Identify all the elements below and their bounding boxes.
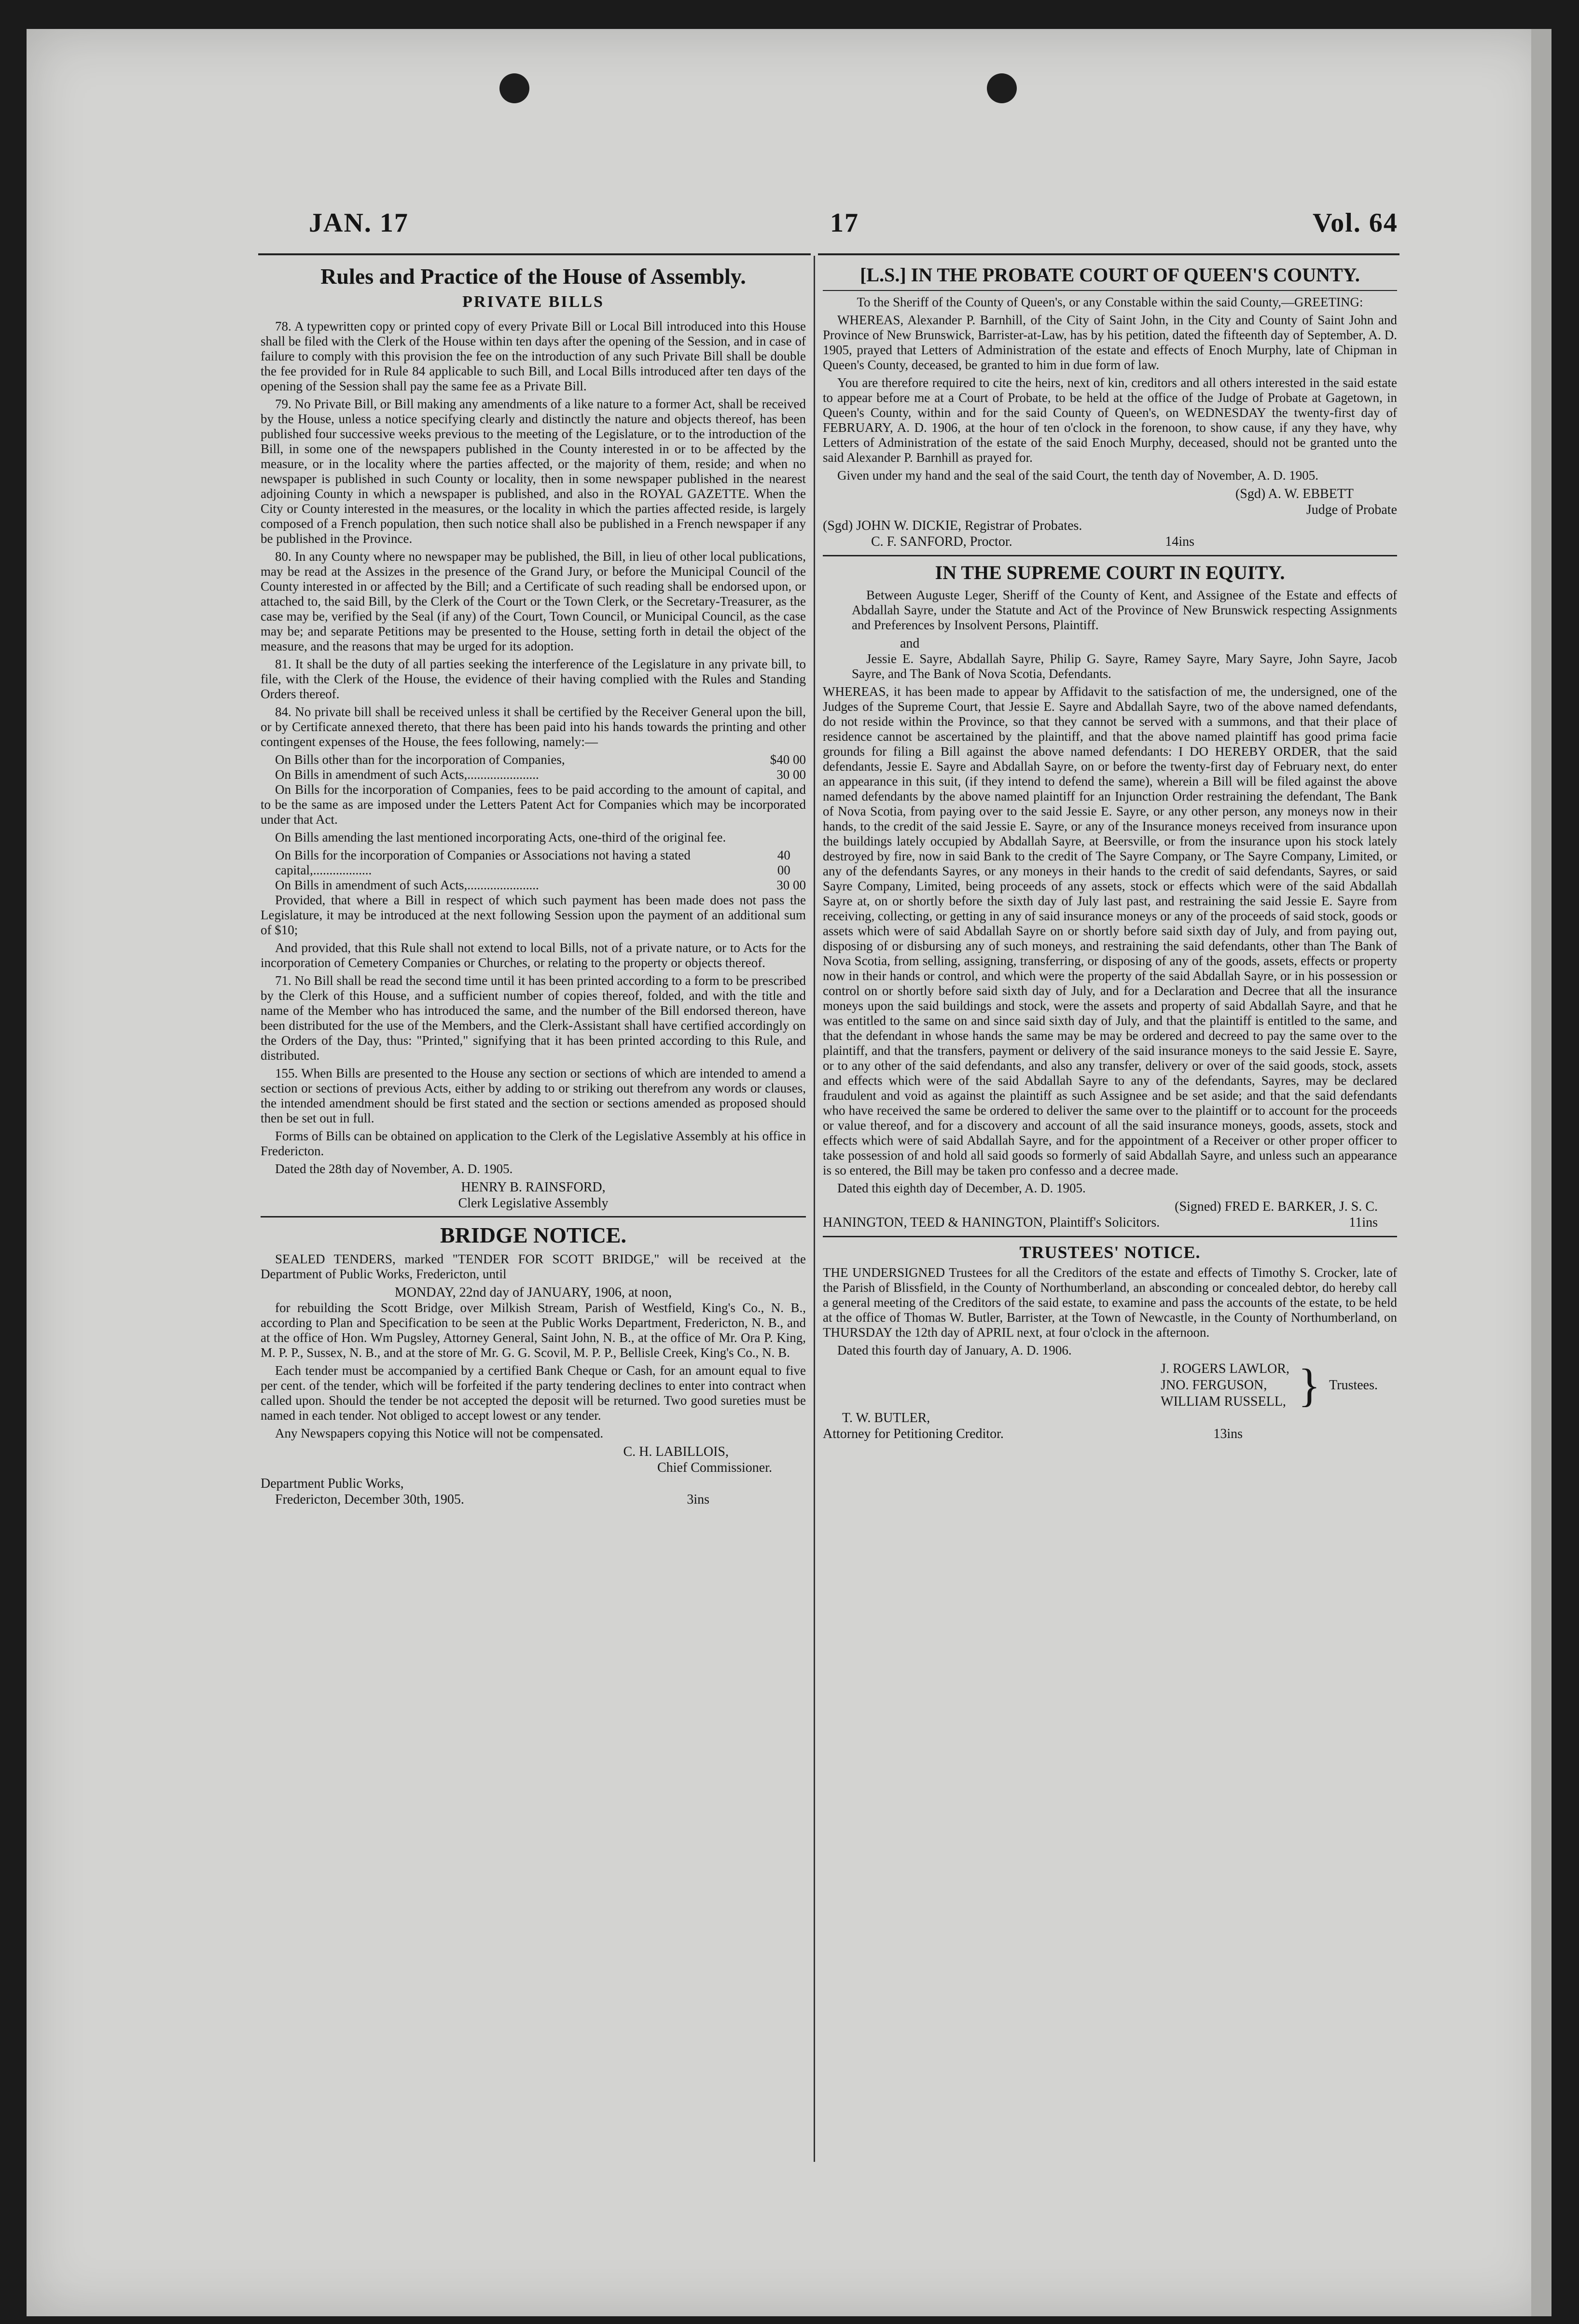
title-underline	[823, 290, 1397, 291]
fee-label: On Bills for the incorporation of Companies or Associations not having a stated capital,..................	[275, 848, 691, 877]
page-edge	[1531, 29, 1551, 2316]
section-divider	[823, 555, 1397, 556]
probate-address: To the Sheriff of the County of Queen's, or any Constable within the said County,—GREETING:	[857, 295, 1363, 309]
rule-81: 81. It shall be the duty of all parties seeking the interference of the Legislature in any private bill, to file, with the Clerk of the House, the evidence of their having complied with the Rules and Standing Orders thereof.	[261, 657, 806, 701]
fee-amount: 30 00	[776, 878, 806, 892]
supreme-order: WHEREAS, it has been made to appear by Affidavit to the satisfaction of me, the undersigned, one of the Judges of the Supreme Court, that Jessie E. Sayre and Abdallah Sayre, two of the above named defendants, do not reside within the Province, so that they cannot be served with a summons, and that their place of residence cannot be ascertained by the plaintiff, and that the above named plaintiff has good prima facie grounds for filing a Bill against the above named defendants: I DO HEREBY ORDER, that the said defendants, Jessie E. Sayre and Abdallah Sayre, on or before the twenty-first day of February next, do enter an appearance in this suit, (if they intend to defend the same), wherein a Bill will be filed against the above named defendants by the above named plaintiff for an Injunction Order restraining the defendant, The Bank of Nova Scotia, from paying over to the said Jessie E. Sayre, or any other person, any moneys now in their hands, to the credit of the said Jessie E. Sayre, or any of the Insurance moneys received from insurance upon the buildings lately occupied by Abdallah Sayre, at Beersville, or from the insurance upon his stock lately destroyed by fire, now in said Bank to the credit of The Sayre Company, or The Sayre Company, Limited, or any of the defendants Sayres, or any moneys in their hands to the credit of said defendants, Sayres, or said Sayre Company, Limited, being proceeds of any assets, stock or effects which were of the said Abdallah Sayre at, on or shortly before the sixth day of July last past, and restraining the said Jessie E. Sayre from receiving, collecting, or getting in any of said insurance moneys or any of the proceeds of said stock, goods or assets which were of said Abdallah Sayre on or shortly before said sixth day of July, and from paying out, disposing of or disbursing any of such moneys, and restraining the said defendants, other than The Bank of Nova Scotia, from selling, assigning, transferring, or disposing of any of the goods, assets, effects or property now in their hands or control, and which were the property of the said Abdallah Sayre, or in his possession or control on or shortly before said sixth day of July, and for a Declaration and Decree that all the insurance moneys upon the said buildings and stock, were the assets and property of said Abdallah Sayre, and that he was entitled to the same on and since said sixth day of July, and that the plaintiff is entitled to the same, and that the defendant in whose hands the same may be may be ordered and decreed to pay the same over to the plaintiff, and that the transfers, payment or delivery of the said insurance moneys to the said Jessie E. Sayre, or to any other of the said defendants, and also any transfer, delivery or over of the said goods, stock, assets and effects which were of the said Abdallah Sayre to any of the defendants, Sayres, may be declared fraudulent and void as against the plaintiff as such Assignee and be set aside; and that the said defendants who have received the same be ordered to deliver the same over to the plaintiff or to account for the proceeds or value thereof, and for a discovery and account of all the said insurance moneys, goods, assets, stock and effects which were of said Abdallah Sayre, and for the appointment of a Receiver or other proper officer to take possession of and hold all said goods so formerly of said Abdallah Sayre, and unless such an appearance is so entered, the Bill may be taken pro confesso and a decree made.	[823, 684, 1397, 1177]
punch-hole-right	[987, 73, 1017, 103]
probate-given: Given under my hand and the seal of the said Court, the tenth day of November, A. D. 1905.	[837, 468, 1318, 483]
bridge-signature-title: Chief Commissioner.	[657, 1460, 772, 1475]
supreme-solicitors: HANINGTON, TEED & HANINGTON, Plaintiff's Solicitors.	[823, 1215, 1160, 1230]
rule-71: 71. No Bill shall be read the second time until it has been printed according to a form to be prescribed by the Clerk of this House, and a sufficient number of copies thereof, folded, and with the title and name of the Member who has introduced the same, and the number of the Bill endorsed thereon, have been distributed for the use of the Members, and the Clerk-Assistant shall have certified accordingly on the Orders of the Day, thus: "Printed," signifying that it has been printed according to this Rule, and distributed.	[261, 973, 806, 1063]
fee-companies: On Bills for the incorporation of Companies, fees to be paid according to the amount of capital, and to be the same as are imposed under the Letters Patent Act for Companies which may be incorporated under that Act.	[261, 782, 806, 827]
fee-label: On Bills other than for the incorporation of Companies,	[275, 752, 565, 767]
rule-155: 155. When Bills are presented to the House any section or sections of which are intended to amend a section or sections of previous Acts, either by adding to or striking out therefrom any words or clauses, the intended amendment should be first stated and the section or sections amended as proposed should then be set out in full.	[261, 1066, 806, 1125]
fee-amount: 40 00	[777, 848, 790, 877]
fee-row	[261, 767, 806, 782]
bridge-newspapers: Any Newspapers copying this Notice will not be compensated.	[275, 1426, 604, 1440]
rules-subtitle: PRIVATE BILLS	[462, 293, 604, 311]
left-column	[261, 261, 806, 1508]
rule-84: 84. No private bill shall be received unless it shall be certified by the Receiver General upon the bill, or by Certificate annexed thereto, that there has been paid into his hands towards the printing and other contingent expenses of the House, the fees following, namely:—	[261, 705, 806, 749]
rule-80: 80. In any County where no newspaper may be published, the Bill, in lieu of other local publications, may be read at the Assizes in the presence of the Grand Jury, or before the Municipal Council of the County interested in or affected by the Bill; and a Certificate of such reading shall be endorsed upon, or attached to, the said Bill, by the Clerk of the Court or the Town Clerk, or the Secretary-Treasurer, as the case may be, verified by the Seal (if any) of the Court, Town Council, or Municipal Council, as the case may be; and separate Petitions may be presented to the House, setting forth in detail the object of the measure, and the reasons that may be urged for its adoption.	[261, 549, 806, 653]
supreme-defendants: Jessie E. Sayre, Abdallah Sayre, Philip G. Sayre, Ramey Sayre, Mary Sayre, John Sayre, Jacob Sayre, and The Bank of Nova Scotia, Defendants.	[852, 651, 1397, 681]
trustee-name: WILLIAM RUSSELL,	[1161, 1394, 1286, 1409]
supreme-signature: (Signed) FRED E. BARKER, J. S. C.	[1175, 1199, 1378, 1214]
bridge-details: for rebuilding the Scott Bridge, over Milkish Stream, Parish of Westfield, King's Co., N. B., according to Plan and Specification to be seen at the Public Works Department, Fredericton, N. B., and at the office of Hon. Wm Pugsley, Attorney General, Saint John, N. B., at the office of Mr. Ora P. King, M. P. P., Sussex, N. B., and at the store of Mr. G. G. Scovil, M. P. P., Bellisle Creek, King's Co., N. B.	[261, 1300, 806, 1360]
trustees-body: THE UNDERSIGNED Trustees for all the Creditors of the estate and effects of Timothy S. Crocker, late of the Parish of Blissfield, in the County of Northumberland, an absconding or concealed debtor, do hereby call a general meeting of the Creditors of the said estate, to examine and pass the accounts of the estate, to be held at the office of Thomas W. Butler, Barrister, at the Town of Newcastle, in the County of Northumberland, on THURSDAY the 12th day of APRIL next, at four o'clock in the afternoon.	[823, 1265, 1397, 1340]
trustees-dated: Dated this fourth day of January, A. D. 1906.	[837, 1343, 1072, 1357]
probate-title: [L.S.] IN THE PROBATE COURT OF QUEEN'S COUNTY.	[860, 264, 1360, 286]
fee-amending: On Bills amending the last mentioned incorporating Acts, one-third of the original fee.	[275, 830, 726, 844]
section-divider	[261, 1216, 806, 1217]
probate-whereas: WHEREAS, Alexander P. Barnhill, of the City of Saint John, in the City and County of Saint John and Province of New Brunswick, Barrister-at-Law, has by his petition, dated the fifteenth day of September, A. D. 1905, prayed that Letters of Administration of the estate and effects of Enoch Murphy, late of Chipman in Queen's County, deceased, be granted to him in due form of law.	[823, 313, 1397, 372]
attorney-name: T. W. BUTLER,	[842, 1411, 930, 1425]
probate-footer	[823, 534, 1397, 550]
bridge-title: BRIDGE NOTICE.	[440, 1223, 626, 1247]
signature-title: Clerk Legislative Assembly	[458, 1196, 609, 1211]
trustee-name: JNO. FERGUSON,	[1161, 1378, 1267, 1393]
trustees-label: Trustees.	[1329, 1378, 1378, 1393]
probate-insertions: 14ins	[1165, 534, 1194, 549]
issue-date: JAN. 17	[309, 208, 409, 238]
bridge-signature: C. H. LABILLOIS,	[623, 1444, 729, 1459]
signature-name: HENRY B. RAINSFORD,	[461, 1180, 606, 1195]
trustees-insertions: 13ins	[1213, 1426, 1243, 1441]
fee-amount: $40 00	[770, 752, 806, 767]
supreme-insertions: 11ins	[1349, 1215, 1378, 1230]
proviso-1: Provided, that where a Bill in respect of which such payment has been made does not pass the Legislature, it may be introduced at the next following Session upon the payment of an additional sum of $10;	[261, 893, 806, 937]
brace-icon: }	[1298, 1359, 1321, 1411]
volume-number: Vol. 64	[1313, 208, 1398, 238]
rule-79: 79. No Private Bill, or Bill making any amendments of a like nature to a former Act, shall be received by the House, unless a notice specifying clearly and distinctly the nature and objects thereof, has been published four successive weeks previous to the meeting of the Legislature, or to the introduction of the Bill, in some one of the newspapers published in the County interested in or to be affected by the measure, or in the locality where the parties affected, or the majority of them, reside; and when no newspaper is published in such County or locality, then in some newspaper published in the nearest adjoining County in which a newspaper is published, and also in the ROYAL GAZETTE. When the City or County interested in the measures, or the locality in which the parties affected reside, is largely composed of a French population, then such notice shall also be published in a French newspaper if any be published in the Province.	[261, 397, 806, 546]
supreme-footer	[823, 1215, 1397, 1231]
fee-label: On Bills in amendment of such Acts,......................	[275, 767, 539, 782]
supreme-and: and	[900, 636, 920, 651]
probate-judge-title: Judge of Probate	[1306, 502, 1397, 517]
trustees-signatures	[823, 1361, 1397, 1410]
attorney-footer	[823, 1426, 1397, 1442]
right-column	[823, 261, 1397, 1442]
bridge-footer	[261, 1492, 806, 1508]
fee-amount: 30 00	[776, 767, 806, 782]
proviso-2: And provided, that this Rule shall not extend to local Bills, not of a private nature, or to Acts for the incorporation of Cemetery Companies or Churches, or relating to the property or objects thereof.	[261, 941, 806, 970]
rules-dated: Dated the 28th day of November, A. D. 1905.	[275, 1162, 513, 1176]
rule-78: 78. A typewritten copy or printed copy of every Private Bill or Local Bill introduced into this House shall be filed with the Clerk of the House within ten days after the opening of the Session, and in case of failure to comply with this provision the fee on the introduction of any such Private Bill shall be double the fee provided for in Rule 84 applicable to such Bill, and Local Bills introduced after ten days of the opening of the Session shall pay the same fee as a Private Bill.	[261, 319, 806, 393]
trustee-list	[1161, 1361, 1289, 1410]
probate-citation: You are therefore required to cite the heirs, next of kin, creditors and all others interested in the said estate to appear before me at a Court of Probate, to be held at the office of the Judge of Probate at Gagetown, in Queen's County, within and for the said County of Queen's, on WEDNESDAY the twenty-first day of FEBRUARY, A. D. 1906, at the hour of ten o'clock in the forenoon, to show cause, if any they have, why Letters of Administration of the estate of the said Enoch Murphy, deceased, should not be granted unto the said Alexander P. Barnhill as prayed for.	[823, 375, 1397, 465]
bridge-department: Department Public Works,	[261, 1476, 404, 1491]
fee-row	[261, 752, 806, 767]
bridge-deadline: MONDAY, 22nd day of JANUARY, 1906, at noon,	[394, 1285, 672, 1300]
column-divider	[814, 256, 815, 2162]
attorney-title: Attorney for Petitioning Creditor.	[823, 1426, 1004, 1441]
fee-label: On Bills in amendment of such Acts,......................	[275, 878, 539, 892]
fee-row	[261, 878, 806, 893]
top-rule-right	[818, 253, 1399, 255]
section-divider	[823, 1236, 1397, 1237]
punch-hole-left	[499, 73, 529, 103]
fee-row	[261, 848, 806, 878]
supreme-between: Between Auguste Leger, Sheriff of the County of Kent, and Assignee of the Estate and effects of Abdallah Sayre, under the Statute and Act of the Province of New Brunswick respecting Assignments and Preferences by Insolvent Persons, Plaintiff.	[852, 588, 1397, 632]
probate-proctor: C. F. SANFORD, Proctor.	[871, 534, 1012, 549]
probate-judge: (Sgd) A. W. EBBETT	[1235, 486, 1354, 501]
top-rule-left	[258, 253, 811, 255]
trustee-name: J. ROGERS LAWLOR,	[1161, 1361, 1290, 1376]
bridge-insertions: 3ins	[687, 1492, 709, 1507]
supreme-title: IN THE SUPREME COURT IN EQUITY.	[935, 562, 1285, 583]
forms-note: Forms of Bills can be obtained on application to the Clerk of the Legislative Assembly at his office in Fredericton.	[261, 1129, 806, 1158]
bridge-place-date: Fredericton, December 30th, 1905.	[275, 1492, 464, 1507]
probate-registrar: (Sgd) JOHN W. DICKIE, Registrar of Probates.	[823, 518, 1082, 533]
bridge-intro: SEALED TENDERS, marked "TENDER FOR SCOTT BRIDGE," will be received at the Department of Public Works, Fredericton, until	[261, 1252, 806, 1281]
supreme-dated: Dated this eighth day of December, A. D. 1905.	[837, 1181, 1086, 1195]
trustees-title: TRUSTEES' NOTICE.	[1019, 1243, 1201, 1262]
page-number: 17	[830, 208, 859, 238]
bridge-conditions: Each tender must be accompanied by a certified Bank Cheque or Cash, for an amount equal to five per cent. of the tender, which will be forfeited if the party tendering declines to enter into contract when called upon. Should the tender be not accepted the deposit will be returned. Two good sureties must be named in each tender. Not obliged to accept lowest or any tender.	[261, 1363, 806, 1423]
rules-title: Rules and Practice of the House of Assembly.	[320, 264, 746, 289]
